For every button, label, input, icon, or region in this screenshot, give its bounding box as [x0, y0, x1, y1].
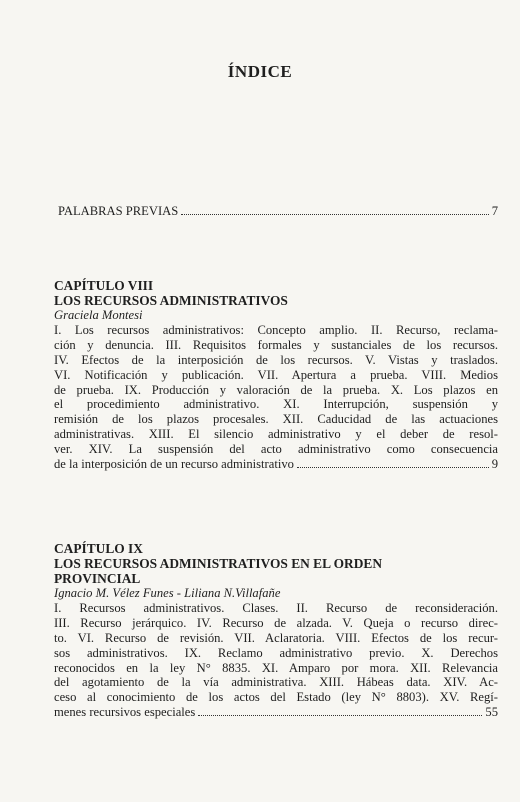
preface-line: [58, 204, 498, 219]
dot-leader: [181, 214, 488, 215]
summary-line: VI. Notificación y publicación. VII. Apertura a prueba. VIII. Medios: [54, 367, 498, 382]
dot-leader: [198, 715, 482, 716]
summary-line: III. Recurso jerárquico. IV. Recurso de alzada. V. Queja o recurso direc-: [54, 615, 498, 630]
summary-last-line: [54, 457, 498, 472]
summary-line: ceso al conocimiento de los actos del Estado (ley N° 8803). XV. Regí-: [54, 690, 498, 705]
chapter-number: CAPÍTULO IX: [54, 541, 143, 556]
chapter-title: LOS RECURSOS ADMINISTRATIVOS EN EL ORDEN: [54, 556, 383, 571]
preface-label: PALABRAS PREVIAS: [58, 204, 179, 218]
summary-line: I. Recursos administrativos. Clases. II. Recurso de reconsideración.: [54, 600, 498, 615]
summary-line: reconocidos en la ley N° 8835. XI. Amparo por mora. XII. Relevancia: [54, 660, 498, 675]
summary-line: ción y denuncia. III. Requisitos formales y sustanciales de los recursos.: [54, 337, 498, 352]
summary-line: remisión de los plazos procesales. XII. Caducidad de las actuaciones: [54, 412, 498, 427]
summary-line: administrativas. XIII. El silencio administrativo y el deber de resol-: [54, 427, 498, 442]
summary-line-end: menes recursivos especiales: [54, 705, 196, 720]
summary-line: ver. XIV. La suspensión del acto administrativo como consecuencia: [54, 442, 498, 457]
toc-entry-preface[interactable]: [58, 204, 498, 219]
summary-line: IV. Efectos de la interposición de los recursos. V. Vistas y traslados.: [54, 352, 498, 367]
chapter-summary: [54, 323, 498, 472]
toc-entry-chapter-9[interactable]: [54, 541, 498, 720]
chapter-title-cont: PROVINCIAL: [54, 571, 141, 586]
summary-line: el procedimiento administrativo. XI. Interrupción, suspensión y: [54, 397, 498, 412]
page-number: 7: [491, 204, 498, 218]
summary-line: sos administrativos. IX. Reclamo administrativo previo. X. Derechos: [54, 645, 498, 660]
summary-line: del agotamiento de la vía administrativa. XIII. Hábeas data. XIV. Ac-: [54, 675, 498, 690]
chapter-summary: [54, 601, 498, 720]
summary-line-end: de la interposición de un recurso administrativo: [54, 457, 294, 472]
toc-entry-chapter-8[interactable]: [54, 278, 498, 472]
index-title: ÍNDICE: [227, 62, 293, 81]
summary-last-line: [54, 705, 498, 720]
chapter-title: LOS RECURSOS ADMINISTRATIVOS: [54, 293, 288, 308]
summary-line: I. Los recursos administrativos: Concepto amplio. II. Recurso, reclama-: [54, 322, 498, 337]
summary-line: to. VI. Recurso de revisión. VII. Aclaratoria. VIII. Efectos de los recur-: [54, 630, 498, 645]
chapter-number: CAPÍTULO VIII: [54, 278, 154, 293]
page-number: 9: [491, 457, 498, 472]
dot-leader: [297, 467, 489, 468]
summary-line: de prueba. IX. Producción y valoración de la prueba. X. Los plazos en: [54, 382, 498, 397]
chapter-authors: Ignacio M. Vélez Funes - Liliana N.Villafañe: [54, 586, 281, 600]
page-number: 55: [485, 705, 498, 720]
chapter-authors: Graciela Montesi: [54, 308, 143, 322]
